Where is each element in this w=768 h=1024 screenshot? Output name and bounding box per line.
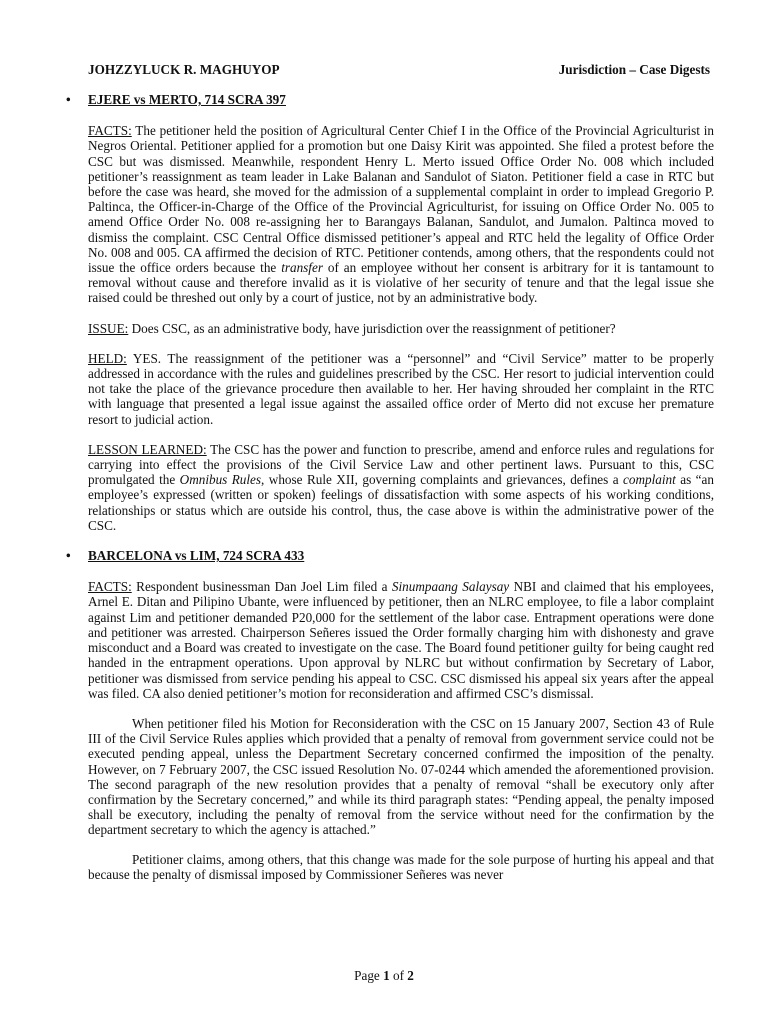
case-title: BARCELONA vs LIM, 724 SCRA 433 — [88, 548, 305, 564]
lesson-italic-text: Omnibus Rules — [179, 472, 262, 488]
page-of: of — [389, 968, 408, 983]
held-label: HELD: — [88, 350, 127, 366]
author-name: JOHZZYLUCK R. MAGHUYOP — [88, 62, 280, 77]
held-paragraph — [88, 351, 714, 427]
page-number: 1 — [383, 968, 390, 983]
lesson-paragraph — [88, 442, 714, 533]
lesson-text: The CSC has the power and function to prescribe, amend and enforce rules and regulations for carrying into effect the provisions of the Civil Service Law and other pertinent laws. Pursuant to this, CSC promulgated the — [88, 441, 714, 488]
bullet-icon: • — [66, 548, 71, 564]
facts-text-end: NBI and claimed that his employees, Arnel E. Ditan and Pilipino Ubante, were influenced by petitioner, then an NLRC employee, to file a labor complaint against Lim and petitioner demanded P20,000 for the settlement of the labor case. Entrapment operations were done and petitioner was arrested. Chairperson Señeres issued the Order formally charging him with dishonesty and grave misconduct and a Board was created to investigate on the case. The Board found petitioner guilty for being caught red handed in the entrapment operations. Upon approval by NLRC but without confirmation by Secretary of Labor, petitioner was dismissed from service pending his appeal to CSC. CSC dismissed his appeal six years after the appeal was filed. CA also denied petitioner’s motion for reconsideration and affirmed CSC’s dismissal. — [88, 579, 714, 701]
lesson-text-mid: , whose Rule XII, governing complaints and grievances, defines a — [261, 472, 624, 488]
lesson-text-end: as “an employee’s expressed (written or spoken) feelings of dissatisfaction with some aspects of his working conditions, relationships or status which are outside his control, thus, the case above is within the administrative power of the CSC. — [88, 472, 714, 533]
case-heading — [66, 92, 714, 107]
facts-italic-text: transfer — [281, 260, 323, 276]
page-header — [88, 62, 710, 78]
bullet-icon: • — [66, 92, 71, 107]
page-prefix: Page — [354, 968, 384, 983]
issue-text: Does CSC, as an administrative body, have jurisdiction over the reassignment of petitioner? — [128, 320, 616, 336]
lesson-label: LESSON LEARNED: — [88, 441, 207, 457]
body-paragraph: When petitioner filed his Motion for Reconsideration with the CSC on 15 January 2007, Section 43 of Rule III of the Civil Service Rules applies which provided that a penalty of removal from government service could not be executed pending appeal, unless the Department Secretary concerned confirmed the imposition of the penalty. However, on 7 February 2007, the CSC issued Resolution No. 07-0244 which amended the aforementioned provision. The second paragraph of the new resolution provides that a penalty of removal “shall be executory only after confirmation by the Secretary concerned,” and while its third paragraph states: “Pending appeal, the penalty imposed shall be executory, including the penalty of removal from the service without need for the confirmation by the department secretary to which the agency is attached.” — [88, 715, 714, 838]
issue-label: ISSUE: — [88, 320, 129, 336]
body-paragraph: Petitioner claims, among others, that this change was made for the sole purpose of hurting his appeal and that because the penalty of dismissal imposed by Commissioner Señeres was never — [88, 851, 714, 882]
page-footer — [0, 968, 768, 984]
case-title: EJERE vs MERTO, 714 SCRA 397 — [88, 92, 286, 107]
facts-label: FACTS: — [88, 579, 132, 595]
facts-text: The petitioner held the position of Agricultural Center Chief I in the Office of the Provincial Agriculturist in Negros Oriental. Petitioner applied for a promotion but one Daisy Kirit was appointed. She filed a protest before the CSC but was dismissed. Meanwhile, respondent Henry L. Merto issued Office Order No. 008 which included petitioner’s reassignment as team leader in Lake Balanan and Sandulot of Siaton. Petitioner field a case in RTC but before the case was heard, she moved for the admission of a supplemental complaint in order to implead Gregorio P. Paltinca, the Officer-in-Charge of the Office of the Provincial Agriculturist, for issuing on Office Order No. 005 to amend Office Order No. 008 re-assigning her to Barangays Balanan, Sandulot, and Jumalon. Paltinca moved to dismiss the complaint. CSC Central Office dismissed petitioner’s appeal and RTC held the legality of Office Order No. 008 and 005. CA affirmed the decision of RTC. Petitioner contends, among others, that the respondents could not issue the office orders because the — [88, 123, 714, 276]
facts-italic-text: Sinumpaang Salaysay — [391, 579, 510, 595]
document-body — [66, 92, 715, 896]
issue-paragraph — [88, 321, 714, 336]
facts-text: Respondent businessman Dan Joel Lim filed a — [131, 579, 392, 595]
held-text: YES. The reassignment of the petitioner was a “personnel” and “Civil Service” matter to be properly addressed in accordance with the rules and guidelines prescribed by the CSC. Her resort to judicial intervention could not take the place of the grievance procedure then available to her. Her having shrouded her complaint in the RTC with language that presented a legal issue against the assailed office order of Merto did not excuse her premature resort to judicial action. — [88, 350, 714, 427]
lesson-italic-text-2: complaint — [623, 472, 676, 488]
facts-paragraph — [88, 123, 714, 305]
page-total: 2 — [407, 968, 414, 983]
facts-paragraph — [88, 579, 714, 701]
document-subject: Jurisdiction – Case Digests — [558, 62, 710, 77]
facts-text-end: of an employee without her consent is arbitrary for it is tantamount to removal without cause and therefore invalid as it is violative of her security of tenure and that the legal issue she raised could be threshed out only by a court of justice, not by an administrative body. — [88, 260, 715, 306]
case-heading — [66, 548, 714, 564]
facts-label: FACTS: — [88, 123, 132, 139]
